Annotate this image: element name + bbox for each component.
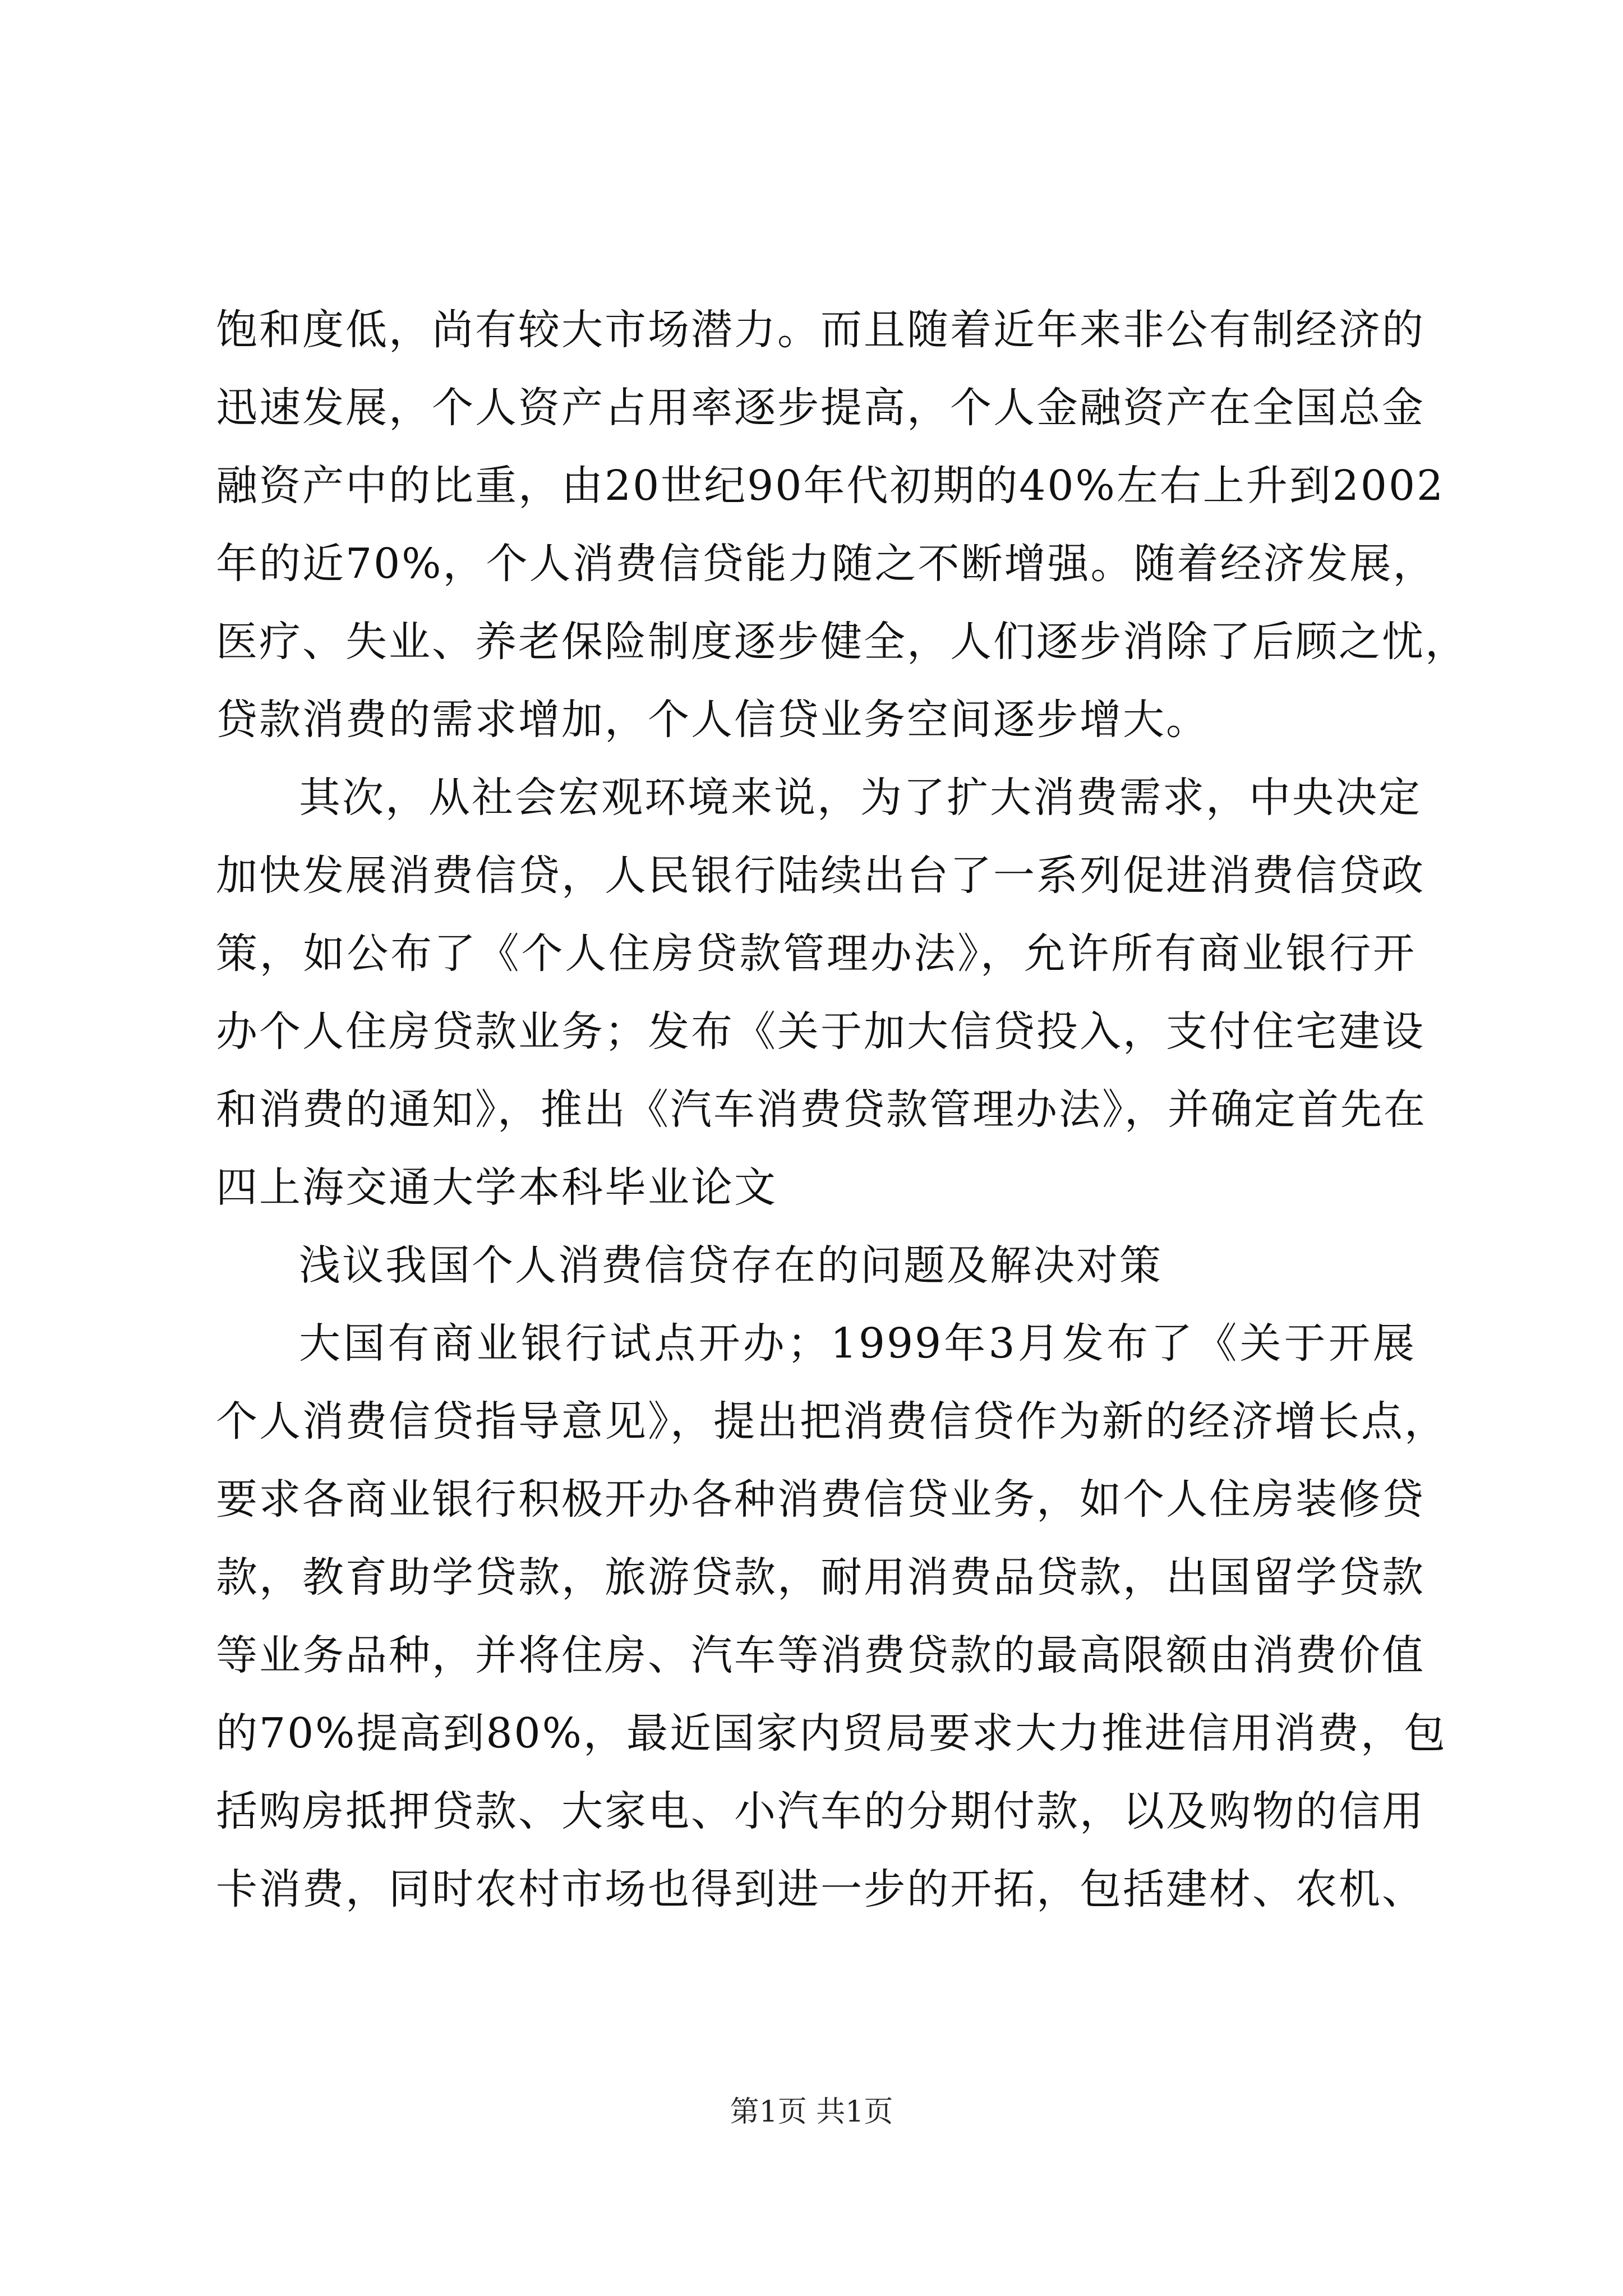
text-line: 其次，从社会宏观环境来说，为了扩大消费需求，中央决定: [299, 774, 1422, 822]
text-line: 卡消费，同时农村市场也得到进一步的开拓，包括建材、农机、: [216, 1865, 1425, 1913]
text-line: 括购房抵押贷款、大家电、小汽车的分期付款，以及购物的信用: [216, 1787, 1425, 1835]
text-line: 四上海交通大学本科毕业论文: [216, 1163, 777, 1212]
text-line: 等业务品种，并将住房、汽车等消费贷款的最高限额由消费价值: [216, 1631, 1425, 1680]
text-line: 融资产中的比重，由20世纪90年代初期的40%左右上升到2002: [216, 462, 1445, 510]
text-line: 个人消费信贷指导意见》，提出把消费信贷作为新的经济增长点，: [216, 1397, 1447, 1446]
page-number: 第1页 共1页: [730, 2095, 893, 2129]
text-line: 大国有商业银行试点开办；1999年3月发布了《关于开展: [299, 1319, 1416, 1368]
section-title: 浅议我国个人消费信贷存在的问题及解决对策: [299, 1241, 1163, 1290]
text-line: 要求各商业银行积极开办各种消费信贷业务，如个人住房装修贷: [216, 1475, 1425, 1524]
text-line: 饱和度低，尚有较大市场潜力。而且随着近年来非公有制经济的: [216, 306, 1425, 354]
text-line: 款，教育助学贷款，旅游贷款，耐用消费品贷款，出国留学贷款: [216, 1553, 1425, 1602]
text-line: 年的近70%，个人消费信贷能力随之不断增强。随着经济发展，: [216, 540, 1436, 588]
text-line: 迅速发展，个人资产占用率逐步提高，个人金融资产在全国总金: [216, 384, 1425, 432]
text-line: 医疗、失业、养老保险制度逐步健全，人们逐步消除了后顾之忧，: [216, 618, 1468, 666]
text-line: 策，如公布了《个人住房贷款管理办法》，允许所有商业银行开: [216, 930, 1416, 978]
text-line: 和消费的通知》，推出《汽车消费贷款管理办法》，并确定首先在: [216, 1085, 1427, 1134]
text-line: 办个人住房贷款业务；发布《关于加大信贷投入，支付住宅建设: [216, 1007, 1425, 1056]
text-line: 贷款消费的需求增加，个人信贷业务空间逐步增大。: [216, 696, 1209, 744]
text-line: 的70%提高到80%，最近国家内贸局要求大力推进信用消费，包: [216, 1709, 1447, 1757]
text-line: 加快发展消费信贷，人民银行陆续出台了一系列促进消费信贷政: [216, 852, 1425, 900]
